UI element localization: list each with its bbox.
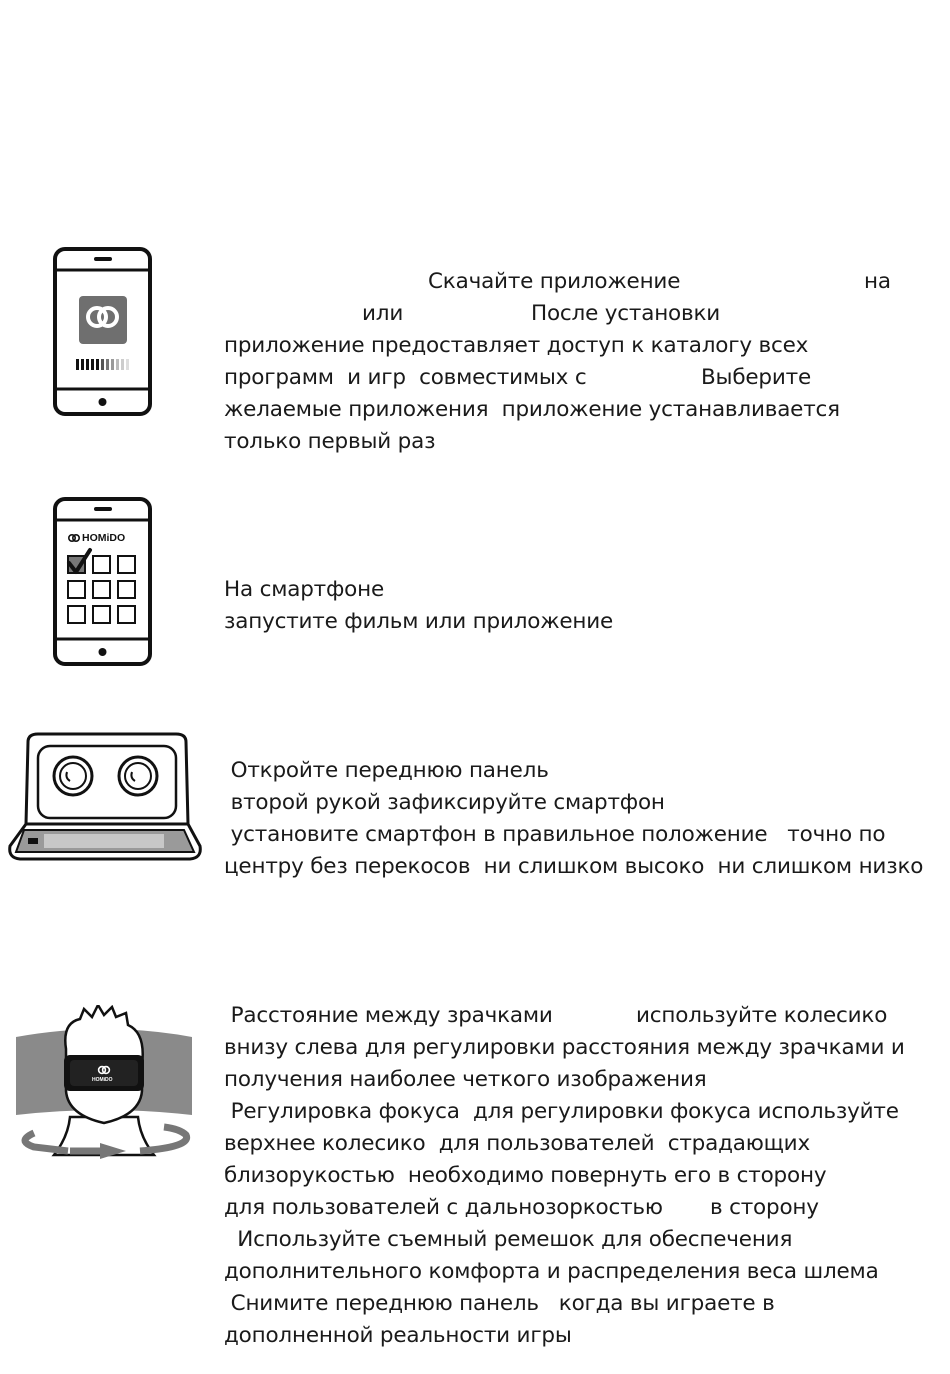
- smartphone-app-select-icon: [52, 496, 154, 668]
- section1-line-6: только первый раз: [224, 429, 436, 454]
- smartphone-app-download-icon: [52, 246, 154, 418]
- user-wearing-vr-headset-icon: [14, 1005, 194, 1163]
- section1-line-4a: программ и игр совместимых с: [224, 365, 587, 390]
- section1-line-4b: Выберите: [701, 365, 811, 390]
- section3-line-3: установите смартфон в правильное положение точно по: [224, 822, 886, 847]
- section4-line-1b: используйте колесико: [636, 1003, 888, 1028]
- section4-line-2: внизу слева для регулировки расстояния между зрачками и: [224, 1035, 905, 1060]
- section2-line-1: На смартфоне: [224, 577, 384, 602]
- section1-line-2b: После установки: [531, 301, 721, 326]
- section1-line-2a: или: [362, 301, 404, 326]
- section1-line-3: приложение предоставляет доступ к каталогу всех: [224, 333, 809, 358]
- section4-line-10: Снимите переднюю панель когда вы играете в: [224, 1291, 775, 1316]
- section3-line-2: второй рукой зафиксируйте смартфон: [224, 790, 665, 815]
- brand-wordmark: HOMiDO: [82, 532, 126, 544]
- section1-line-5: желаемые приложения приложение устанавливается: [224, 397, 840, 422]
- section4-line-4: Регулировка фокуса для регулировки фокуса используйте: [224, 1099, 899, 1124]
- section4-line-7b: в сторону: [710, 1195, 819, 1220]
- section4-line-9: дополнительного комфорта и распределения веса шлема: [224, 1259, 879, 1284]
- vr-headset-open-panel-icon: [4, 728, 204, 864]
- section1-line-1b: на: [864, 269, 891, 294]
- section4-line-8: Используйте съемный ремешок для обеспечения: [224, 1227, 793, 1252]
- brand-wordmark-headset: HOMiDO: [92, 1077, 113, 1083]
- section3-line-1: Откройте переднюю панель: [224, 758, 549, 783]
- section4-line-7a: для пользователей с дальнозоркостью: [224, 1195, 663, 1220]
- section4-line-6: близорукостью необходимо повернуть его в сторону: [224, 1163, 827, 1188]
- section3-line-4: центру без перекосов ни слишком высоко ни слишком низко: [224, 854, 924, 879]
- section2-line-2: запустите фильм или приложение: [224, 609, 614, 634]
- section4-line-11: дополненной реальности игры: [224, 1323, 572, 1348]
- section1-line-1a: Скачайте приложение: [428, 269, 681, 294]
- section4-line-5: верхнее колесико для пользователей страдающих: [224, 1131, 810, 1156]
- section4-line-3: получения наиболее четкого изображения: [224, 1067, 707, 1092]
- section4-line-1a: Расстояние между зрачками: [224, 1003, 553, 1028]
